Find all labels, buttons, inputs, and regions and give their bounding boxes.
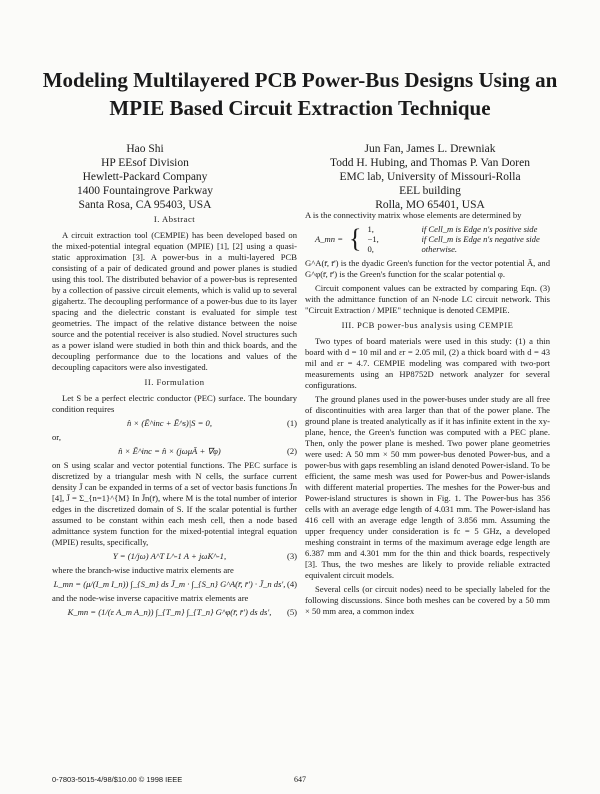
copyright-footer: 0-7803-5015-4/98/$10.00 © 1998 IEEE: [52, 775, 183, 784]
section-3-paragraph-1: Two types of board materials were used in this study: (1) a thin board with d = 10 mil and εr = 2.05 mil, (2) a thick board with d = 43 mil and εr = 4.7. CEMPIE modeling was compared with two-port measurements using an HP8752D network analyzer for several configurations.: [305, 336, 550, 390]
equation-3-body: Y = (1/jω) A^T L^-1 A + jωK^-1,: [112, 551, 227, 561]
brace-icon: {: [349, 224, 362, 253]
equation-1: [52, 418, 297, 429]
piecewise-row: 1, if Cell_m is Edge n's positive side: [367, 224, 538, 234]
piecewise-lhs: A_mn =: [315, 234, 343, 244]
author-block-2: [300, 142, 560, 212]
equation-1-body: n̂ × (Ē^inc + Ē^s)|S = 0,: [126, 418, 212, 428]
piecewise-row: 0, otherwise.: [367, 244, 458, 254]
formulation-paragraph-1: Let S be a perfect electric conductor (PEC) surface. The boundary condition requires: [52, 393, 297, 414]
author-line: Todd H. Hubing, and Thomas P. Van Doren: [329, 157, 530, 169]
section-3-paragraph-3: Several cells (or circuit nodes) need to be specially labeled for the following discussions. Since both meshes can be covered by a 50 mm × 50 mm area, a common index: [305, 584, 550, 616]
right-column: [305, 210, 550, 620]
equation-2: [52, 446, 297, 457]
piecewise-definition: [315, 224, 550, 254]
author-line: Jun Fan, James L. Drewniak: [364, 143, 496, 155]
equation-1-number: (1): [286, 418, 297, 428]
section-3-paragraph-2: The ground planes used in the power-buses under study are all free of discontinuities with area larger than that of the power plane. The ground plane is treated analytically as if it has infinite extent in the xy-plane, hence, the Green's function was computed with a PEC plane. Then, only the power plane is meshed. Two power plane geometries were used: A 50 mm × 50 mm power-bus denoted Power-bus, and a power-bus with gaps resembling an island denoted Power-island. To be efficient, the same mesh was used for Power-bus and Power-islands with different material properties. The meshes for the Power-bus and Power-island structures is shown in Fig. 1. The Power-bus has 356 cells with an average edge length of 4.031 mm. The Power-island has 416 cell with an average edge length of 3.856 mm. Assuming the upper frequency under consideration is fc = 5 GHz, a developed meshing constraint in terms of the maximum average edge length are 6.387 mm and 4.301 mm for the thin and thick boards, respectively [3]. Thus, the two meshes are likely to provide reliable extracted equivalent circuit models.: [305, 394, 550, 580]
equation-2-number: (2): [286, 446, 297, 456]
author-block-1: [40, 142, 250, 212]
equation-2-body: n̂ × Ē^inc = n̂ × (jωμĀ + ∇φ): [118, 446, 221, 456]
paper-title-line-1: Modeling Multilayered PCB Power-Bus Designs Using an: [42, 68, 558, 92]
equation-3: [52, 551, 297, 562]
formulation-heading: II. Formulation: [144, 377, 205, 387]
page-number: 647: [294, 775, 306, 784]
equation-5-number: (5): [286, 607, 297, 617]
author-line: EMC lab, University of Missouri-Rolla: [339, 171, 521, 183]
formulation-paragraph-3: where the branch-wise inductive matrix elements are: [52, 565, 234, 575]
formulation-paragraph-2: on S using scalar and vector potential functions. The PEC surface is discretized by a triangular mesh with N cells, the surface current density J̄ can be expanded in terms of a set of vector basis functions J̄n [4], J̄ = Σ_{n=1}^{M} In J̄n(r̄), where M is the total number of interior edges in the discretized domain of S. If the scalar potential is further assumed to be constant within each mesh cell, then a node based admittance system function for the mixed-potential integral equation (MPIE) results, specifically,: [52, 460, 297, 547]
equation-5: [52, 607, 297, 618]
author-line: 1400 Fountaingrove Parkway: [76, 185, 214, 197]
author-line: Santa Rosa, CA 95403, USA: [78, 199, 212, 211]
section-3-heading: III. PCB power-bus analysis using CEMPIE: [341, 320, 514, 330]
left-column: [52, 210, 297, 621]
author-line: Hao Shi: [126, 143, 164, 155]
cempie-paragraph: Circuit component values can be extracted by comparing Eqn. (3) with the admittance function of an N-node LC circuit network. This "Circuit Extraction / MPIE" technique is denoted CEMPIE.: [305, 283, 550, 315]
piecewise-row: −1, if Cell_m is Edge n's negative side: [367, 234, 540, 244]
paper-title-line-2: MPIE Based Circuit Extraction Technique: [109, 96, 491, 120]
formulation-paragraph-4: and the node-wise inverse capacitive matrix elements are: [52, 593, 249, 603]
connectivity-paragraph: A is the connectivity matrix whose elements are determined by: [305, 210, 522, 220]
abstract-text: A circuit extraction tool (CEMPIE) has been developed based on the mixed-potential integral equation (MPIE) [1], [2] using a quasi-static approximation [3]. A power-bus in a multi-layered PCB consisting of a pair of dedicated ground and power planes is studied using this tool. The distributed behavior of a power-bus is represented by a collection of passive circuit elements, which is valid up to several gigahertz. The decoupling performance of a power-bus due to its layer spacing and the dielectric constant is evaluated for simple test geometries. The impact of the relative distance between the noise source and the potential receiver is also studied. Novel structures such as a power island were studied in both thin and thick boards, and the decoupling performance due to the locations and values of the decoupling capacitors were also investigated.: [52, 230, 297, 372]
equation-3-number: (3): [286, 551, 297, 561]
abstract-heading: I. Abstract: [153, 214, 196, 224]
author-line: Hewlett-Packard Company: [82, 171, 208, 183]
author-line: EEL building: [399, 185, 461, 197]
or-text: or,: [52, 432, 61, 442]
equation-5-body: K_mn = (1/(ε A_m A_n)) ∫_{T_m} ∫_{T_n} G^φ(r̄, r̄') ds ds',: [67, 607, 272, 617]
author-line: HP EEsof Division: [101, 157, 189, 169]
author-line: Rolla, MO 65401, USA: [375, 199, 485, 211]
equation-4-body: L_mn = (μ/(I_m I_n)) ∫_{S_m} ds J̄_m · ∫_{S_n} G^A(r̄, r̄') · J̄_n ds',: [53, 579, 286, 589]
equation-4-number: (4): [286, 579, 297, 589]
equation-4: [52, 579, 297, 590]
greens-function-paragraph: G^A(r̄, r̄') is the dyadic Green's function for the vector potential Ā, and G^φ(r̄, r̄') is the Green's function for the scalar potential φ.: [305, 258, 550, 279]
